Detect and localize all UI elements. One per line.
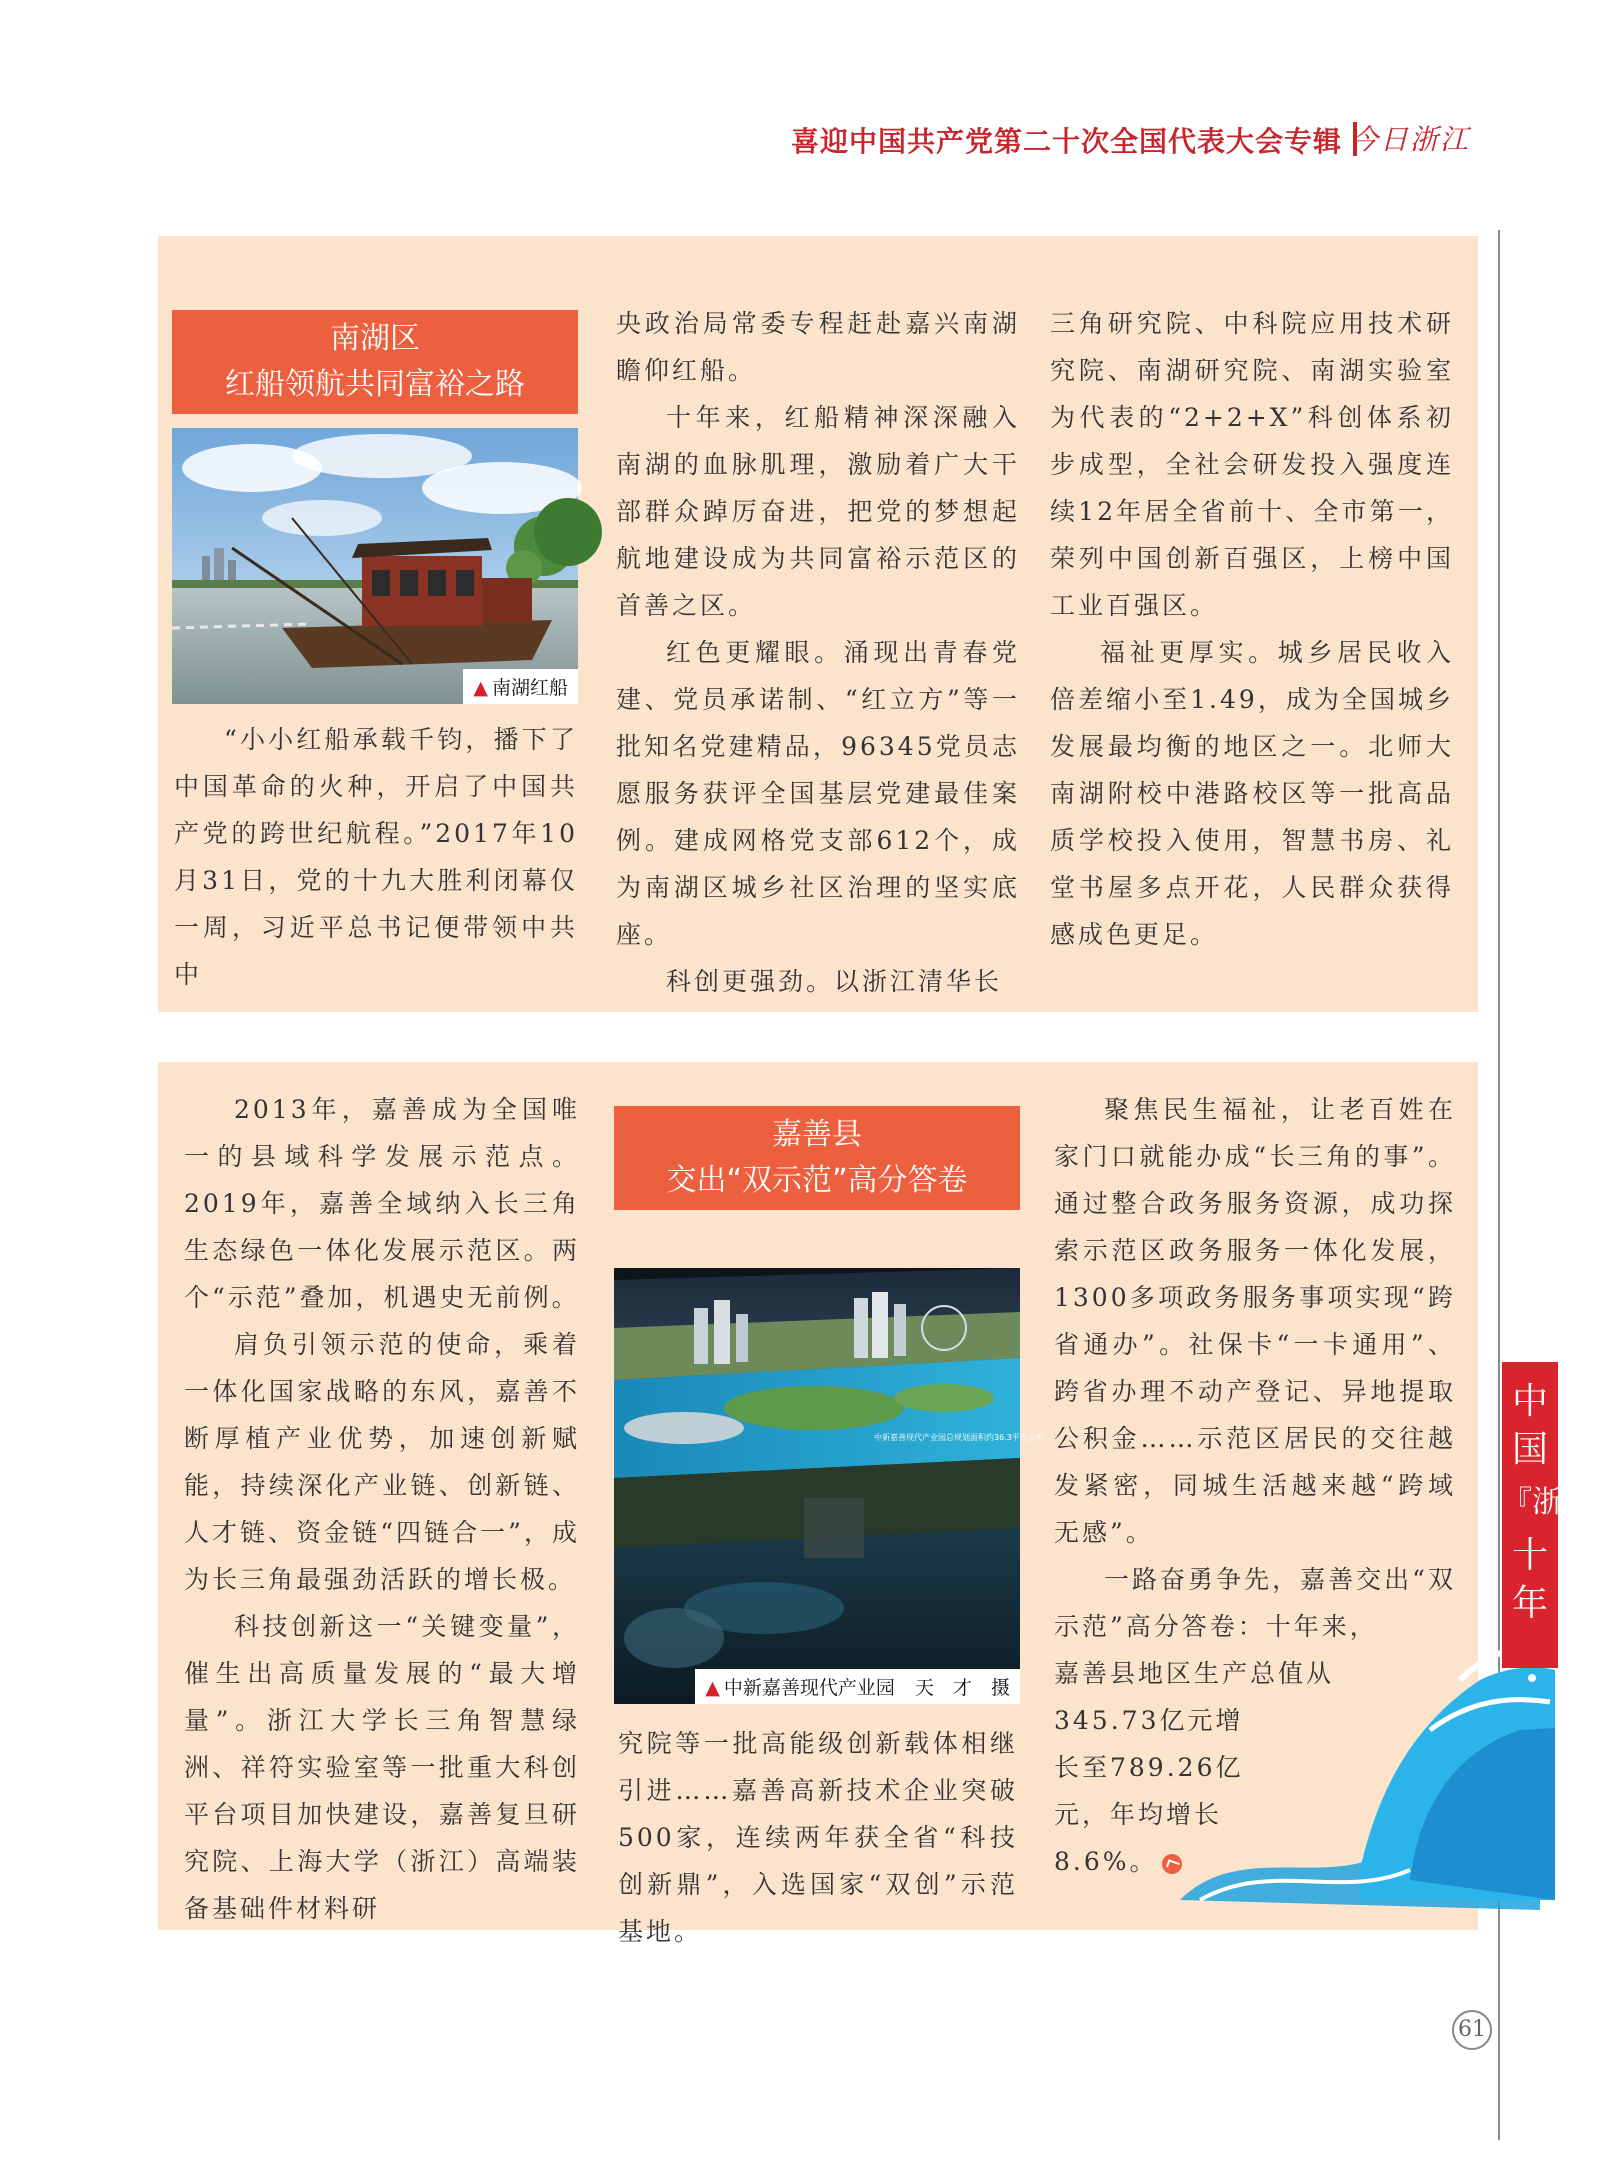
side-tab-char-3: 『浙』	[1502, 1485, 1592, 1520]
industrial-park-photo	[614, 1268, 1044, 1704]
series-side-tab	[1502, 1362, 1592, 1668]
section-nanhu-col3-p2: 福祉更厚实。城乡居民收入倍差缩小至1.49，成为全国城乡发展最均衡的地区之一。北师大南湖附校中港路校区等一批高品质学校投入使用，智慧书房、礼堂书屋多点开花，人民群众获得感成色更足。	[1050, 638, 1454, 949]
section-jiashan-col1-p2: 肩负引领示范的使命，乘着一体化国家战略的东风，嘉善不断厚植产业优势，加速创新赋能，持续深化产业链、创新链、人才链、资金链“四链合一”，成为长三角最强劲活跃的增长极。	[184, 1330, 580, 1594]
industrial-park-photo-caption	[695, 1669, 1020, 1704]
section-nanhu-col2	[616, 300, 1020, 1005]
section-jiashan-col2-text: 究院等一批高能级创新载体相继引进……嘉善高新技术企业突破500家，连续两年获全省“科技创新鼎”，入选国家“双创”示范基地。	[618, 1729, 1018, 1946]
section-jiashan-title-line1: 嘉善县	[772, 1117, 862, 1152]
photo-credit: 天 才 摄	[914, 1677, 1010, 1699]
header-title: 喜迎中国共产党第二十次全国代表大会专辑	[790, 125, 1342, 158]
section-nanhu-col2-p3: 红色更耀眼。涌现出青春党建、党员承诺制、“红立方”等一批知名党建精品，96345党员志愿服务获评全国基层党建最佳案例。建成网格党支部612个，成为南湖区城乡社区治理的坚实底座。	[616, 638, 1020, 949]
side-tab-char-2: 国	[1511, 1429, 1548, 1470]
section-jiashan-col1-p3: 科技创新这一“关键变量”，催生出高质量发展的“最大增量”。浙江大学长三角智慧绿洲、祥符实验室等一批重大科创平台项目加快建设，嘉善复旦研究院、上海大学（浙江）高端装备基础件材料研	[184, 1612, 580, 1923]
section-nanhu-col3	[1050, 300, 1454, 958]
section-nanhu-col2-p2: 十年来，红船精神深深融入南湖的血脉肌理，激励着广大干部群众踔厉奋进，把党的梦想起航地建设成为共同富裕示范区的首善之区。	[616, 403, 1020, 620]
magazine-logo: 今日浙江	[1349, 123, 1470, 156]
section-nanhu-col1-text: “小小红船承载千钧，播下了中国革命的火种，开启了中国共产党的跨世纪航程。”2017年10月31日，党的十九大胜利闭幕仅一周，习近平总书记便带领中共中	[174, 725, 578, 989]
section-jiashan-col3-p2c: 345.73亿元增	[1054, 1706, 1244, 1735]
section-jiashan-title-line2: 交出“双示范”高分答卷	[666, 1163, 968, 1198]
section-nanhu-col2-p4: 科创更强劲。以浙江清华长	[666, 967, 1003, 996]
side-tab-char-1: 中	[1511, 1381, 1548, 1422]
section-jiashan-col3-p2e: 元，年均增长	[1054, 1800, 1223, 1829]
section-jiashan-col3-p2b: 嘉善县地区生产总值从	[1054, 1659, 1335, 1688]
section-jiashan-col3-p2a: 一路奋勇争先，嘉善交出“双示范”高分答卷：十年来，	[1054, 1565, 1456, 1641]
section-nanhu-title	[172, 310, 578, 414]
industrial-park-caption-text: 中新嘉善现代产业园	[723, 1677, 895, 1699]
section-nanhu	[158, 236, 1478, 1012]
red-boat-photo	[172, 428, 578, 704]
wave-decoration	[1160, 1600, 1560, 1920]
section-jiashan-col3-p1: 聚焦民生福祉，让老百姓在家门口就能办成“长三角的事”。通过整合政务服务资源，成功探索示范区政务服务一体化发展，1300多项政务服务事项实现“跨省通办”。社保卡“一卡通用”、跨省办理不动产登记、异地提取公积金……示范区居民的交往越发紧密，同城生活越来越“跨域无感”。	[1054, 1095, 1456, 1547]
side-tab-char-5: 年	[1511, 1583, 1548, 1624]
park-screen-text: 中新嘉善现代产业园总规划面积约36.3平方公里	[874, 1433, 1044, 1442]
section-nanhu-col1	[174, 716, 578, 998]
section-nanhu-title-line2: 红船领航共同富裕之路	[225, 367, 525, 402]
industrial-park-illustration	[614, 1268, 1044, 1704]
page-header	[0, 118, 1600, 168]
section-nanhu-title-line1: 南湖区	[330, 321, 420, 356]
section-jiashan-col2	[618, 1720, 1018, 1955]
section-jiashan-col1	[184, 1086, 580, 1932]
side-tab-char-4: 十	[1511, 1535, 1548, 1576]
section-jiashan-col3-p2f: 8.6%。	[1054, 1847, 1158, 1876]
section-jiashan-title	[614, 1106, 1020, 1210]
caption-triangle-icon: ▲	[705, 1677, 720, 1699]
section-nanhu-col3-p1: 三角研究院、中科院应用技术研究院、南湖研究院、南湖实验室为代表的“2+2+X”科创体系初步成型，全社会研发投入强度连续12年居全省前十、全市第一，荣列中国创新百强区，上榜中国工业百强区。	[1050, 309, 1454, 620]
section-jiashan-col3-p2d: 长至789.26亿	[1054, 1753, 1244, 1782]
section-jiashan-col1-p1: 2013年，嘉善成为全国唯一的县域科学发展示范点。2019年，嘉善全域纳入长三角生态绿色一体化发展示范区。两个“示范”叠加，机遇史无前例。	[184, 1095, 580, 1312]
page-number: 61	[1452, 2010, 1492, 2050]
caption-triangle-icon: ▲	[473, 677, 488, 699]
red-boat-photo-caption	[463, 669, 578, 704]
red-boat-caption-text: 南湖红船	[491, 677, 568, 699]
red-boat-illustration	[172, 428, 578, 704]
section-nanhu-col2-p1: 央政治局常委专程赶赴嘉兴南湖瞻仰红船。	[616, 309, 1020, 385]
